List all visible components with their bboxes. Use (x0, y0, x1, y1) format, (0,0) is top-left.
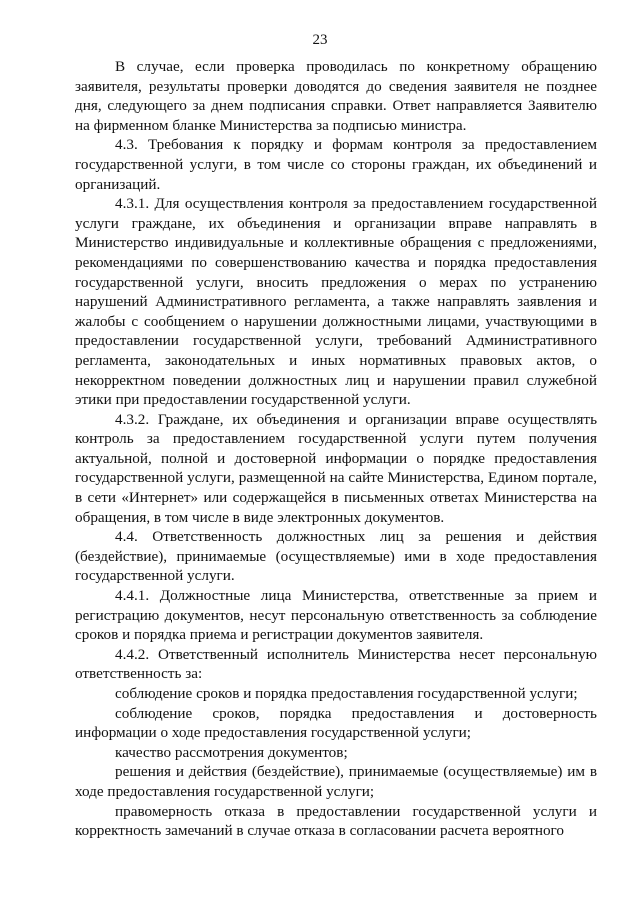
page-number: 23 (312, 32, 328, 48)
paragraph-inspection-result: В случае, если проверка проводилась по конкретному обращению заявителя, результаты проверки доводятся до сведения заявителя не позднее дня, следующего за днем подписания справки. Ответ направляется Заявителю на фирменном бланке Министерства за подписью министра. (75, 58, 597, 134)
paragraph-4-3: 4.3. Требования к порядку и формам контроля за предоставлением государственной услуги, в том числе со стороны граждан, их объединений и организаций. (75, 136, 597, 193)
paragraph-4-3-1: 4.3.1. Для осуществления контроля за предоставлением государственной услуги граждане, их объединения и организации вправе направлять в Министерство индивидуальные и коллективные обращения с предложениями, рекомендациями по совершенствованию качества и порядка предоставления государственной услуги, вносить предложения о мерах по устранению нарушений Административного регламента, а также направлять заявления и жалобы с сообщением о нарушении должностными лицами, участвующими в предоставлении государственной услуги, требований Административного регламента, законодательных и иных нормативных правовых актов, о некорректном поведении должностных лиц и нарушении правил служебной этики при предоставлении государственной услуги. (75, 195, 597, 409)
paragraph-4-3-2: 4.3.2. Граждане, их объединения и организации вправе осуществлять контроль за предоставлением государственной услуги путем получения актуальной, полной и достоверной информации о порядке предоставления государственной услуги, размещенной на сайте Министерства, Едином портале, в сети «Интернет» или содержащейся в письменных ответах Министерства на обращения, в том числе в виде электронных документов. (75, 410, 597, 526)
list-item-deadlines: соблюдение сроков и порядка предоставления государственной услуги; (115, 685, 578, 702)
paragraph-4-4-1: 4.4.1. Должностные лица Министерства, ответственные за прием и регистрацию документов, несут персональную ответственность за соблюдение сроков и порядка приема и регистрации документов заявителя. (75, 587, 597, 644)
list-item-decisions: решения и действия (бездействие), принимаемые (осуществляемые) им в ходе предоставления государственной услуги; (75, 763, 597, 800)
document-body (75, 57, 597, 841)
list-item-document-review: качество рассмотрения документов; (115, 743, 348, 761)
paragraph-4-4: 4.4. Ответственность должностных лиц за решения и действия (бездействие), принимаемые (осуществляемые) ими в ходе предоставления государственной услуги. (75, 528, 597, 585)
list-item-information: соблюдение сроков, порядка предоставления и достоверность информации о ходе предоставления государственной услуги; (75, 704, 597, 742)
list-item-refusal-legality: правомерность отказа в предоставлении государственной услуги и корректность замечаний в случае отказа в согласовании расчета вероятного (75, 802, 597, 840)
paragraph-4-4-2: 4.4.2. Ответственный исполнитель Министерства несет персональную ответственность за: (75, 645, 597, 683)
